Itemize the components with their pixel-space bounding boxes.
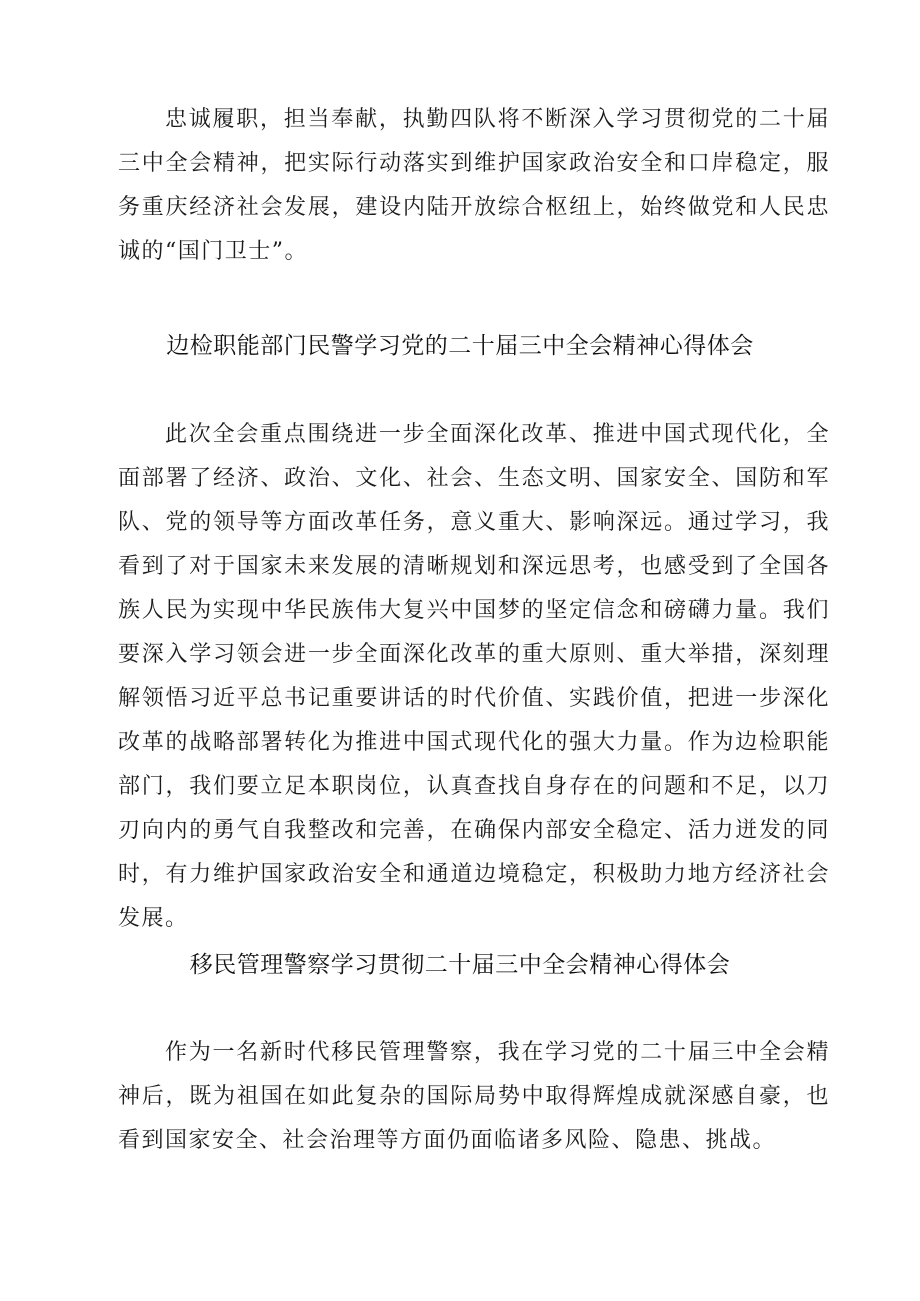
body-paragraph: 作为一名新时代移民管理警察，我在学习党的二十届三中全会精神后，既为祖国在如此复杂的国际局势中取得辉煌成就深感自豪，也看到国家安全、社会治理等方面仍面临诸多风险、隐患、挑战。	[118, 1040, 830, 1153]
section-heading: 边检职能部门民警学习党的二十届三中全会精神心得体会	[166, 333, 754, 359]
body-paragraph: 此次全会重点围绕进一步全面深化改革、推进中国式现代化，全面部署了经济、政治、文化、社会、生态文明、国家安全、国防和军队、党的领导等方面改革任务，意义重大、影响深远。通过学习，我看到了对于国家未来发展的清晰规划和深远思考，也感受到了全国各族人民为实现中华民族伟大复兴中国梦的坚定信念和磅礴力量。我们要深入学习领会进一步全面深化改革的重大原则、重大举措，深刻理解领悟习近平总书记重要讲话的时代价值、实践价值，把进一步深化改革的战略部署转化为推进中国式现代化的强大力量。作为边检职能部门，我们要立足本职岗位，认真查找自身存在的问题和不足，以刀刃向内的勇气自我整改和完善，在确保内部安全稳定、活力迸发的同时，有力维护国家政治安全和通道边境稳定，积极助力地方经济社会发展。	[118, 422, 830, 931]
section-heading: 移民管理警察学习贯彻二十届三中全会精神心得体会	[189, 952, 731, 978]
body-paragraph: 忠诚履职，担当奉献，执勤四队将不断深入学习贯彻党的二十届三中全会精神，把实际行动落实到维护国家政治安全和口岸稳定，服务重庆经济社会发展，建设内陆开放综合枢纽上，始终做党和人民忠诚的“国门卫士”。	[118, 107, 830, 264]
